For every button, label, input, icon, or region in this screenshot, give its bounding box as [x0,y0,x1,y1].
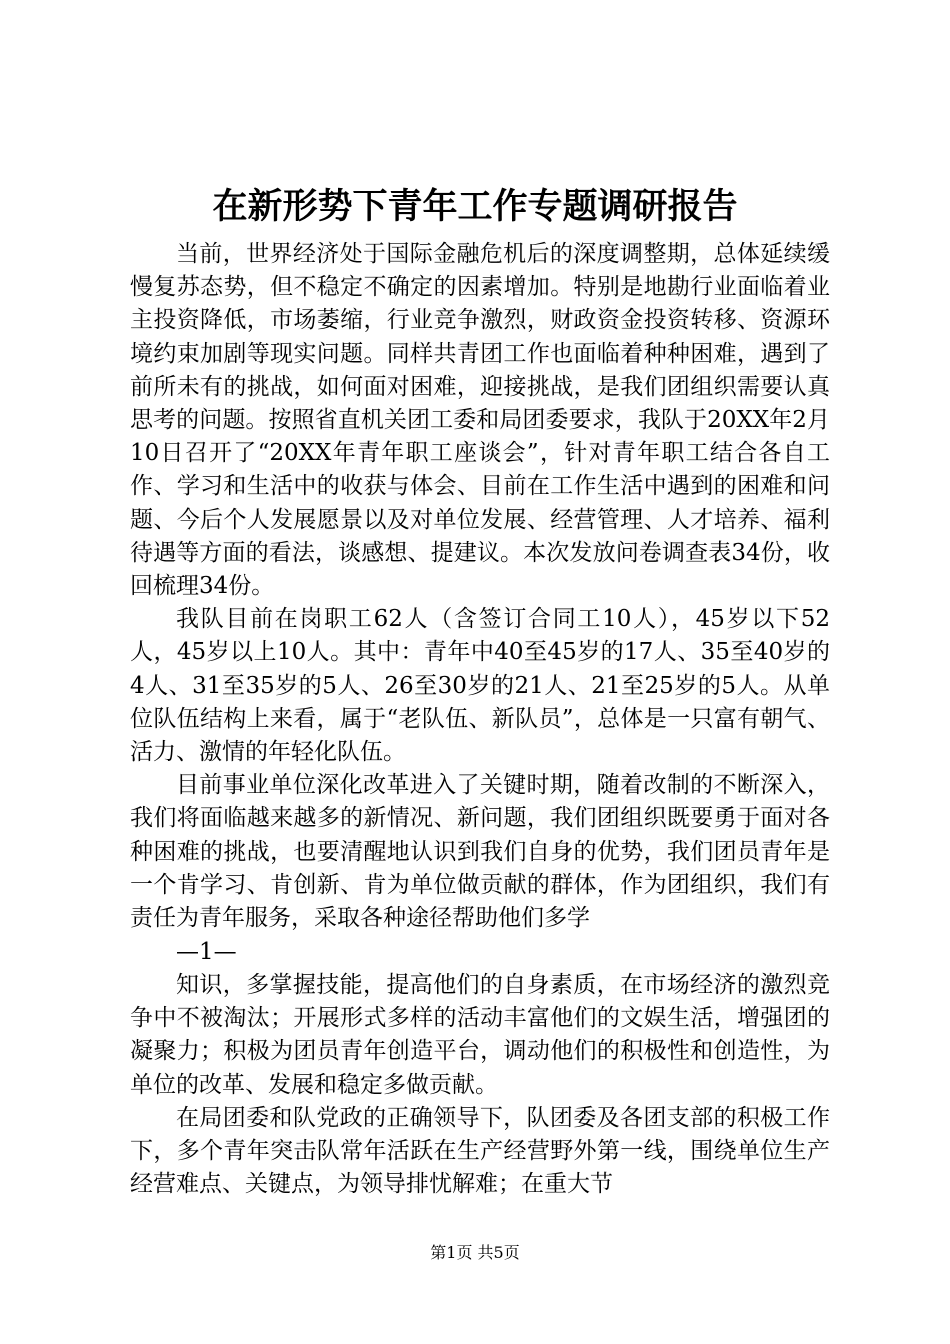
page-number-marker: —1— [176,939,237,965]
paragraph: 目前事业单位深化改革进入了关键时期，随着改制的不断深入，我们将面临越来越多的新情况、新问题，我们团组织既要勇于面对各种困难的挑战，也要清醒地认识到我们自身的优势，我们团员青年是一个肯学习、肯创新、肯为单位做贡献的群体，作为团组织，我们有责任为青年服务，采取各种途径帮助他们多学 [130,772,830,932]
paragraph: 知识，多掌握技能，提高他们的自身素质，在市场经济的激烈竞争中不被淘汰；开展形式多样的活动丰富他们的文娱生活，增强团的凝聚力；积极为团员青年创造平台，调动他们的积极性和创造性，为单位的改革、发展和稳定多做贡献。 [130,972,830,1098]
paragraph: 当前，世界经济处于国际金融危机后的深度调整期，总体延续缓慢复苏态势，但不稳定不确定的因素增加。特别是地勘行业面临着业主投资降低，市场萎缩，行业竞争激烈，财政资金投资转移、资源环境约束加剧等现实问题。同样共青团工作也面临着种种困难，遇到了前所未有的挑战，如何面对困难，迎接挑战，是我们团组织需要认真思考的问题。按照省直机关团工委和局团委要求，我队于20XX年2月10日召开了“20XX年青年职工座谈会”，针对青年职工结合各自工作、学习和生活中的收获与体会、目前在工作生活中遇到的困难和问题、今后个人发展愿景以及对单位发展、经营管理、人才培养、福利待遇等方面的看法，谈感想、提建议。本次发放问卷调查表34份，收回梳理34份。 [130,241,830,600]
paragraph: 我队目前在岗职工62人（含签订合同工10人），45岁以下52人，45岁以上10人。其中：青年中40至45岁的17人、35至40岁的4人、31至35岁的5人、26至30岁的21人、21至25岁的5人。从单位队伍结构上来看，属于“老队伍、新队员”，总体是一只富有朝气、活力、激情的年轻化队伍。 [130,606,830,766]
page-footer: 第1页 共5页 [430,1243,520,1262]
paragraph: 在局团委和队党政的正确领导下，队团委及各团支部的积极工作下，多个青年突击队常年活跃在生产经营野外第一线，围绕单位生产经营难点、关键点，为领导排忧解难；在重大节 [130,1104,830,1198]
document-body [130,238,830,935]
document-title: 在新形势下青年工作专题调研报告 [212,186,738,227]
document-body-continued [130,969,830,1201]
